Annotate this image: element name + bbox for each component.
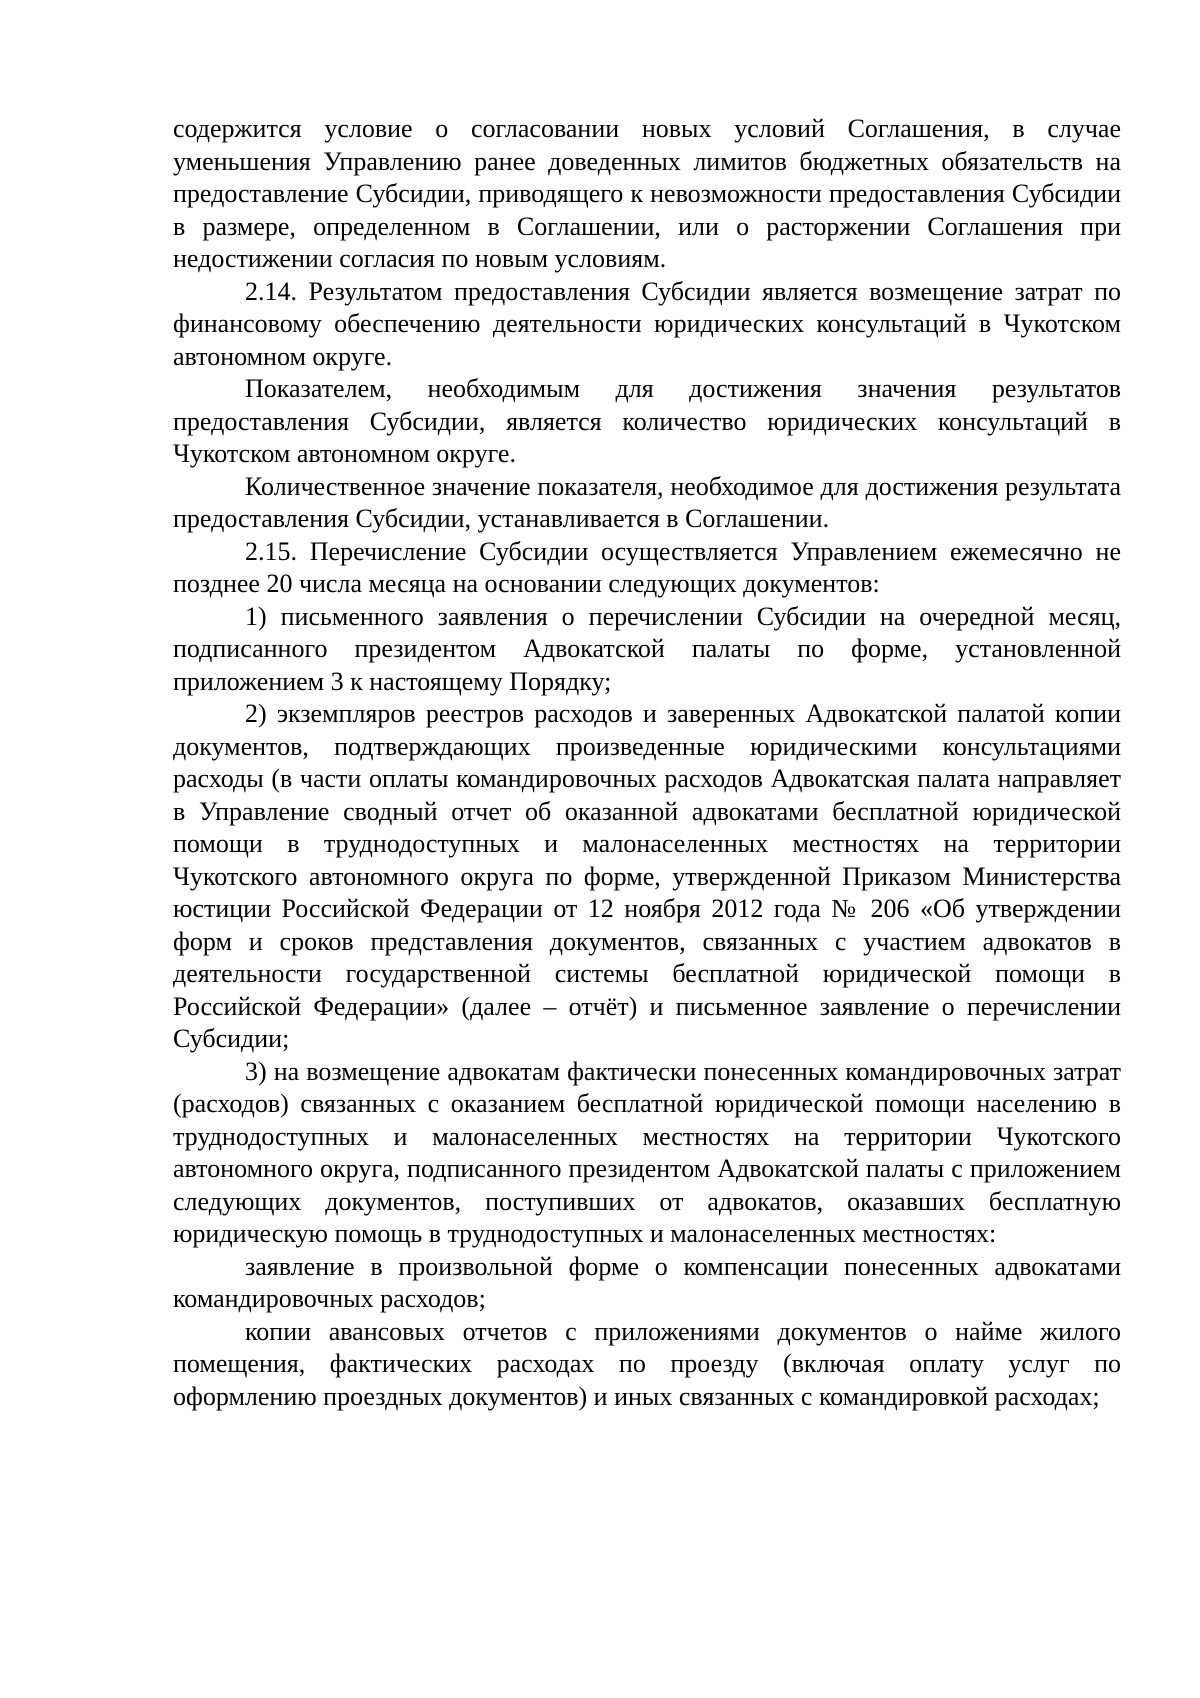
document-body xyxy=(173,113,1121,1413)
paragraph: 1) письменного заявления о перечислении Субсидии на очередной месяц, подписанного президентом Адвокатской палаты по форме, установленной приложением 3 к настоящему Порядку; xyxy=(173,601,1121,696)
paragraph: заявление в произвольной форме о компенсации понесенных адвокатами командировочных расходов; xyxy=(173,1251,1121,1313)
paragraph: Количественное значение показателя, необходимое для достижения результата предоставления Субсидии, устанавливается в Соглашении. xyxy=(173,471,1121,533)
paragraph: 2) экземпляров реестров расходов и заверенных Адвокатской палатой копии документов, подтверждающих произведенные юридическими консультациями расходы (в части оплаты командировочных расходов Адвокатская палата направляет в Управление сводный отчет об оказанной адвокатами бесплатной юридической помощи в труднодоступных и малонаселенных местностях на территории Чукотского автономного округа по форме, утвержденной Приказом Министерства юстиции Российской Федерации от 12 ноября 2012 года № 206 «Об утверждении форм и сроков представления документов, связанных с участием адвокатов в деятельности государственной системы бесплатной юридической помощи в Российской Федерации» (далее – отчёт) и письменное заявление о перечислении Субсидии; xyxy=(173,699,1121,1053)
paragraph: Показателем, необходимым для достижения значения результатов предоставления Субсидии, является количество юридических консультаций в Чукотском автономном округе. xyxy=(173,374,1121,468)
paragraph: 2.15. Перечисление Субсидии осуществляется Управлением ежемесячно не позднее 20 числа месяца на основании следующих документов: xyxy=(173,536,1121,598)
paragraph: 3) на возмещение адвокатам фактически понесенных командировочных затрат (расходов) связанных с оказанием бесплатной юридической помощи населению в труднодоступных и малонаселенных местностях на территории Чукотского автономного округа, подписанного президентом Адвокатской палаты с приложением следующих документов, поступивших от адвокатов, оказавших бесплатную юридическую помощь в труднодоступных и малонаселенных местностях: xyxy=(173,1056,1121,1248)
paragraph: копии авансовых отчетов с приложениями документов о найме жилого помещения, фактических расходах по проезду (включая оплату услуг по оформлению проездных документов) и иных связанных с командировкой расходах; xyxy=(173,1316,1121,1411)
paragraph: содержится условие о согласовании новых условий Соглашения, в случае уменьшения Управлению ранее доведенных лимитов бюджетных обязательств на предоставление Субсидии, приводящего к невозможности предоставления Субсидии в размере, определенном в Соглашении, или о расторжении Соглашения при недостижении согласия по новым условиям. xyxy=(173,114,1121,273)
paragraph: 2.14. Результатом предоставления Субсидии является возмещение затрат по финансовому обеспечению деятельности юридических консультаций в Чукотском автономном округе. xyxy=(173,276,1121,371)
